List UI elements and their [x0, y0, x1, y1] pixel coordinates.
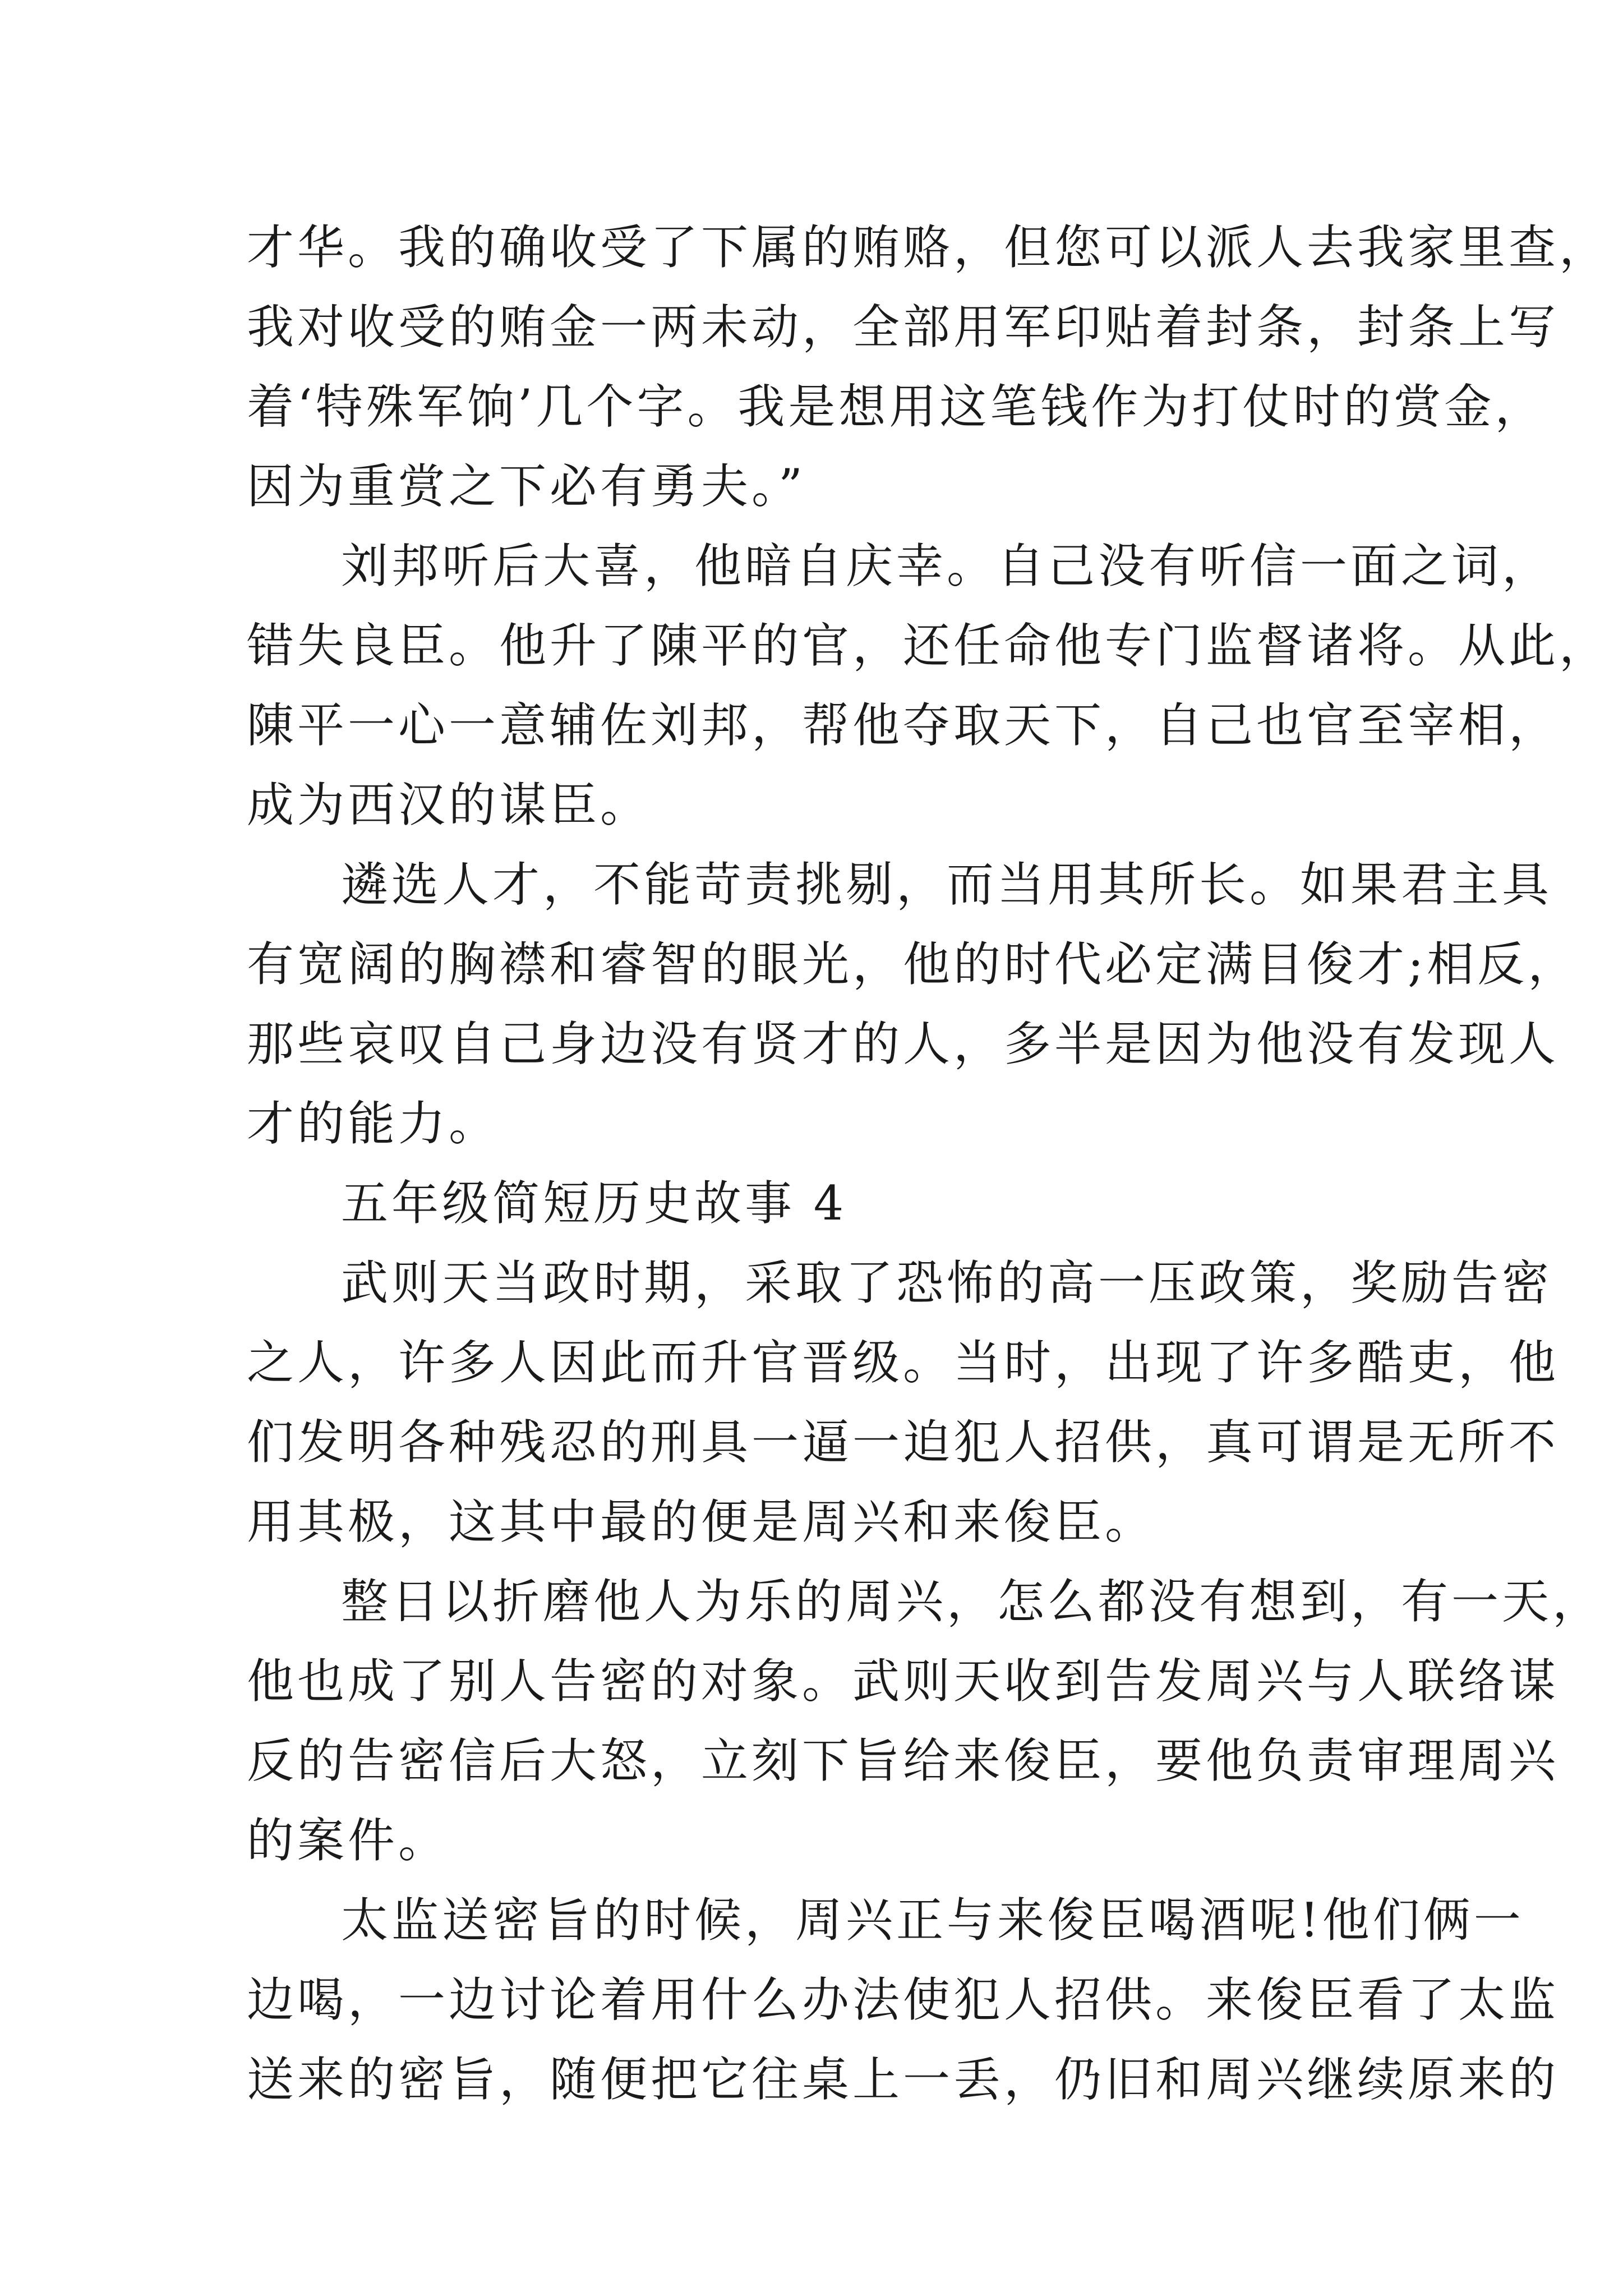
- text-line: 陳平一心一意辅佐刘邦，帮他夺取天下，自己也官至宰相，: [247, 698, 1560, 753]
- text-line: 因为重赏之下必有勇夫。”: [247, 459, 806, 514]
- text-line: 他也成了别人告密的对象。武则天收到告发周兴与人联络谋: [247, 1654, 1560, 1709]
- text-line: 那些哀叹自己身边没有贤才的人，多半是因为他没有发现人: [247, 1016, 1560, 1071]
- text-line: 太监送密旨的时候，周兴正与来俊臣喝酒呢!他们俩一: [341, 1893, 1524, 1948]
- text-line: 武则天当政时期，采取了恐怖的高一压政策，奖励告密: [341, 1255, 1553, 1310]
- text-line: 边喝，一边讨论着用什么办法使犯人招供。来俊臣看了太监: [247, 1972, 1560, 2027]
- text-line: 刘邦听后大喜，他暗自庆幸。自己没有听信一面之词，: [341, 539, 1553, 593]
- text-line: 的案件。: [247, 1813, 449, 1868]
- text-line: 遴选人才，不能苛责挑剔，而当用其所长。如果君主具: [341, 857, 1553, 912]
- document-body: [247, 208, 1610, 2119]
- text-line: 成为西汉的谋臣。: [247, 777, 651, 832]
- text-line: 送来的密旨，随便把它往桌上一丢，仍旧和周兴继续原来的: [247, 2052, 1560, 2107]
- text-line: 才的能力。: [247, 1096, 500, 1151]
- text-line: 五年级简短历史故事 4: [341, 1176, 847, 1231]
- text-line: 有宽阔的胸襟和睿智的眼光，他的时代必定满目俊才;相反，: [247, 937, 1579, 992]
- text-line: 错失良臣。他升了陳平的官，还任命他专门监督诸将。从此，: [247, 618, 1610, 673]
- text-line: 用其极，这其中最的便是周兴和来俊臣。: [247, 1494, 1156, 1549]
- text-line: 我对收受的贿金一两未动，全部用军印贴着封条，封条上写: [247, 300, 1560, 355]
- text-line: 反的告密信后大怒，立刻下旨给来俊臣，要他负责审理周兴: [247, 1733, 1560, 1788]
- text-line: 之人，许多人因此而升官晋级。当时，出现了许多酷吏，他: [247, 1335, 1560, 1390]
- text-line: 才华。我的确收受了下属的贿赂，但您可以派人去我家里查，: [247, 220, 1610, 275]
- text-line: 们发明各种残忍的刑具一逼一迫犯人招供，真可谓是无所不: [247, 1415, 1560, 1470]
- text-line: 整日以折磨他人为乐的周兴，怎么都没有想到，有一天，: [341, 1574, 1603, 1629]
- text-line: 着‘特殊军饷’几个字。我是想用这笔钱作为打仗时的赏金，: [247, 379, 1546, 434]
